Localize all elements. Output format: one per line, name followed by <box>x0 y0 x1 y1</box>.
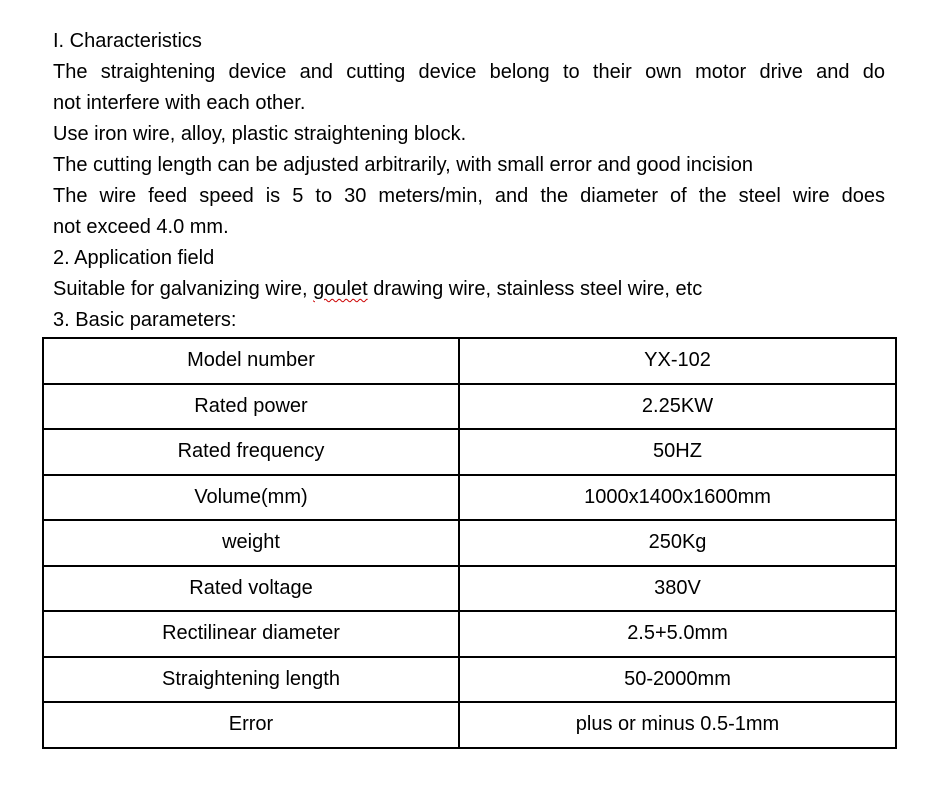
param-label: Rated power <box>43 384 459 430</box>
param-value: 50HZ <box>459 429 896 475</box>
param-label: Model number <box>43 338 459 384</box>
application-text-start: Suitable for galvanizing wire, <box>53 278 314 300</box>
param-value: 50-2000mm <box>459 657 896 703</box>
param-value: 2.25KW <box>459 384 896 430</box>
table-row <box>43 520 896 566</box>
param-value: 2.5+5.0mm <box>459 611 896 657</box>
characteristics-line-1: The straightening device and cutting device belong to their own motor drive and do <box>53 61 885 83</box>
characteristics-heading: I. Characteristics <box>53 30 202 52</box>
characteristics-line-2: not interfere with each other. <box>53 92 306 114</box>
parameters-table <box>42 337 897 749</box>
spellcheck-marked-word: goulet <box>313 278 368 300</box>
param-label: Error <box>43 702 459 748</box>
param-label: Rated frequency <box>43 429 459 475</box>
param-label: Volume(mm) <box>43 475 459 521</box>
document-body <box>53 26 913 336</box>
param-value: YX-102 <box>459 338 896 384</box>
param-label: Rectilinear diameter <box>43 611 459 657</box>
table-row <box>43 566 896 612</box>
param-label: Straightening length <box>43 657 459 703</box>
table-row <box>43 475 896 521</box>
param-value: 380V <box>459 566 896 612</box>
application-text-end: drawing wire, stainless steel wire, etc <box>367 278 703 300</box>
characteristics-line-4: The cutting length can be adjusted arbitrarily, with small error and good incision <box>53 154 753 176</box>
parameters-heading: 3. Basic parameters: <box>53 309 237 331</box>
table-row <box>43 657 896 703</box>
application-text <box>53 274 913 305</box>
table-row <box>43 611 896 657</box>
characteristics-line-5: The wire feed speed is 5 to 30 meters/min, and the diameter of the steel wire does <box>53 185 885 207</box>
table-row <box>43 702 896 748</box>
param-label: Rated voltage <box>43 566 459 612</box>
characteristics-line-3: Use iron wire, alloy, plastic straightening block. <box>53 123 467 145</box>
param-value: 250Kg <box>459 520 896 566</box>
table-row <box>43 338 896 384</box>
table-row <box>43 384 896 430</box>
param-value: plus or minus 0.5-1mm <box>459 702 896 748</box>
characteristics-line-6: not exceed 4.0 mm. <box>53 216 229 238</box>
application-heading: 2. Application field <box>53 247 215 269</box>
param-value: 1000x1400x1600mm <box>459 475 896 521</box>
table-row <box>43 429 896 475</box>
param-label: weight <box>43 520 459 566</box>
